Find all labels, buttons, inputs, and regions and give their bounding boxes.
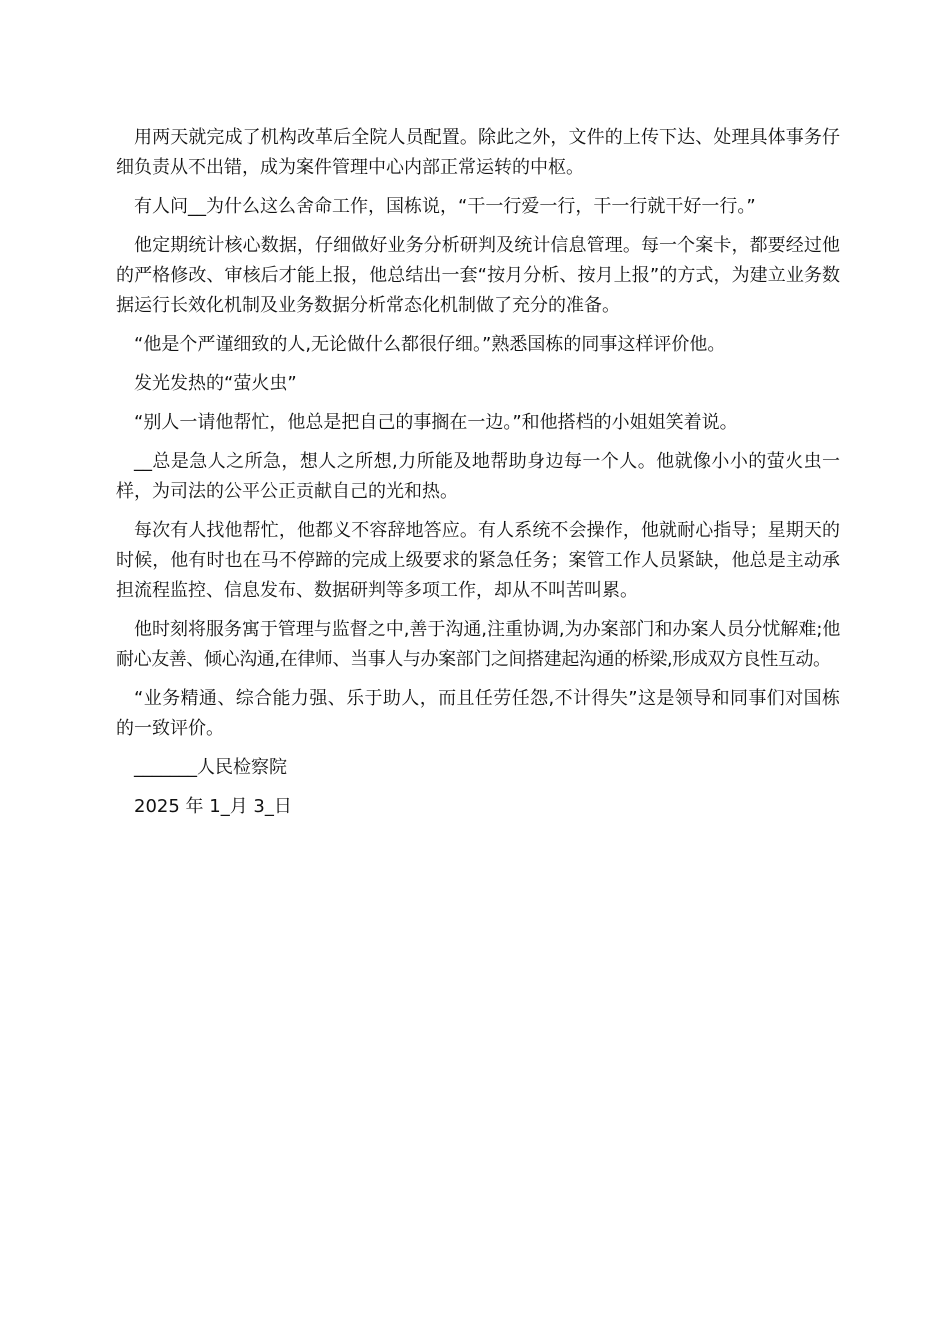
paragraph-service-communication: 他时刻将服务寓于管理与监督之中,善于沟通,注重协调,为办案部门和办案人员分忧解难;他耐心友善、倾心沟通,在律师、当事人与办案部门之间搭建起沟通的桥梁,形成双方良性互动。 [116, 619, 840, 670]
paragraph-staff-allocation: 用两天就完成了机构改革后全院人员配置。除此之外，文件的上传下达、处理具体事务仔细负责从不出错，成为案件管理中心内部正常运转的中枢。 [116, 127, 840, 178]
paragraph-extra-work: 每次有人找他帮忙，他都义不容辞地答应。有人系统不会操作，他就耐心指导；星期天的时候，他有时也在马不停蹄的完成上级要求的紧急任务；案管工作人员紧缺，他总是主动承担流程监控、信息发布、数据研判等多项工作，却从不叫苦叫累。 [116, 520, 840, 601]
paragraph-question-quote: 有人问__为什么这么舍命工作，国栋说，“干一行爱一行，干一行就干好一行。” [134, 196, 756, 217]
paragraph-partner-quote: “别人一请他帮忙，他总是把自己的事搁在一边。”和他搭档的小姐姐笑着说。 [134, 412, 738, 433]
paragraph-helping-others: __总是急人之所急，想人之所想,力所能及地帮助身边每一个人。他就像小小的萤火虫一样，为司法的公平公正贡献自己的光和热。 [116, 451, 840, 502]
document-date: 2025 年 1_月 3_日 [134, 796, 292, 817]
paragraph-data-statistics: 他定期统计核心数据，仔细做好业务分析研判及统计信息管理。每一个案卡，都要经过他的严格修改、审核后才能上报，他总结出一套“按月分析、按月上报”的方式，为建立业务数据运行长效化机制及业务数据分析常态化机制做了充分的准备。 [116, 235, 840, 316]
procuratorate-signature: _______人民检察院 [134, 757, 287, 778]
paragraph-colleague-evaluation: “他是个严谨细致的人,无论做什么都很仔细。”熟悉国栋的同事这样评价他。 [134, 334, 726, 355]
section-heading-firefly: 发光发热的“萤火虫” [134, 373, 297, 394]
paragraph-final-evaluation: “业务精通、综合能力强、乐于助人，而且任劳任怨,不计得失”这是领导和同事们对国栋的一致评价。 [116, 688, 840, 739]
document-body [116, 123, 840, 831]
